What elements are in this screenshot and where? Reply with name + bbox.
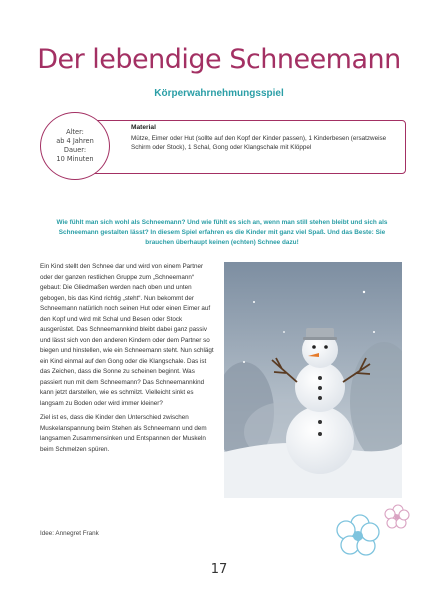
idea-credit: Idee: Annegret Frank: [40, 530, 99, 537]
page-subtitle: Körperwahrnehmungsspiel: [154, 88, 284, 99]
duration-value: 10 Minuten: [56, 155, 94, 163]
page-number: 17: [210, 562, 228, 577]
material-text: Mütze, Eimer oder Hut (sollte auf den Kopf der Kinder passen), 1 Kinderbesen (ersatzweise Schirm oder Stock), 1 Schal, Gong oder Klangschale mit Klöppel: [131, 135, 387, 151]
material-box: [84, 120, 406, 174]
material-heading: Material: [131, 124, 156, 131]
intro-text: Wie fühlt man sich wohl als Schneemann? Und wie fühlt es sich an, wenn man still stehen bleibt und sich als Schneemann gestalten lässt? In diesem Spiel erfahren es die Kinder mit ganz viel Spaß. Und das Beste: Sie brauchen überhaupt keinen (echten) Schnee dazu!: [56, 219, 388, 246]
duration-label: Dauer:: [63, 146, 87, 154]
age-label: Alter:: [66, 128, 84, 136]
body-text: [40, 262, 216, 459]
age-duration-badge: [40, 112, 110, 180]
body-paragraph-2: Ziel ist es, dass die Kinder den Unterschied zwischen Muskelanspannung beim Stehen als Schneemann und dem langsamen Zusammensinken und Entspannen der Muskeln beim Schmelzen spüren.: [40, 414, 207, 453]
age-value: ab 4 Jahren: [56, 137, 94, 145]
body-paragraph-1: Ein Kind stellt den Schnee dar und wird von einem Partner oder der ganzen restlichen Gruppe zum „Schneemann“ gebaut: Die Gliedmaßen werden nach oben und unten gebogen, bis das Kind richtig „steht“. Nun bekommt der Schneemann natürlich noch seinen Hut oder einen Eimer auf den Kopf und wird mit Schal und Besen oder Stock ausgerüstet. Das Schneemannkind bleibt dabei ganz passiv und lässt sich von den anderen Kindern oder dem Partner so biegen und hinstellen, wie ein Schneemann steht. Nun schlägt ein Kind einmal auf den Gong oder die Klangschale. Das ist das Zeichen, dass die Sonne zu scheinen beginnt. Was passiert nun mit dem Schneemann? Das Schneemannkind kann jetzt darstellen, wie es schmilzt. Vielleicht sinkt es langsam zu Boden oder wird immer kleiner?: [40, 263, 214, 407]
flower-decoration: [330, 494, 420, 564]
info-box: [40, 112, 404, 180]
page-title: Der lebendige Schneemann: [37, 44, 401, 75]
snowman-photo: [224, 262, 402, 498]
